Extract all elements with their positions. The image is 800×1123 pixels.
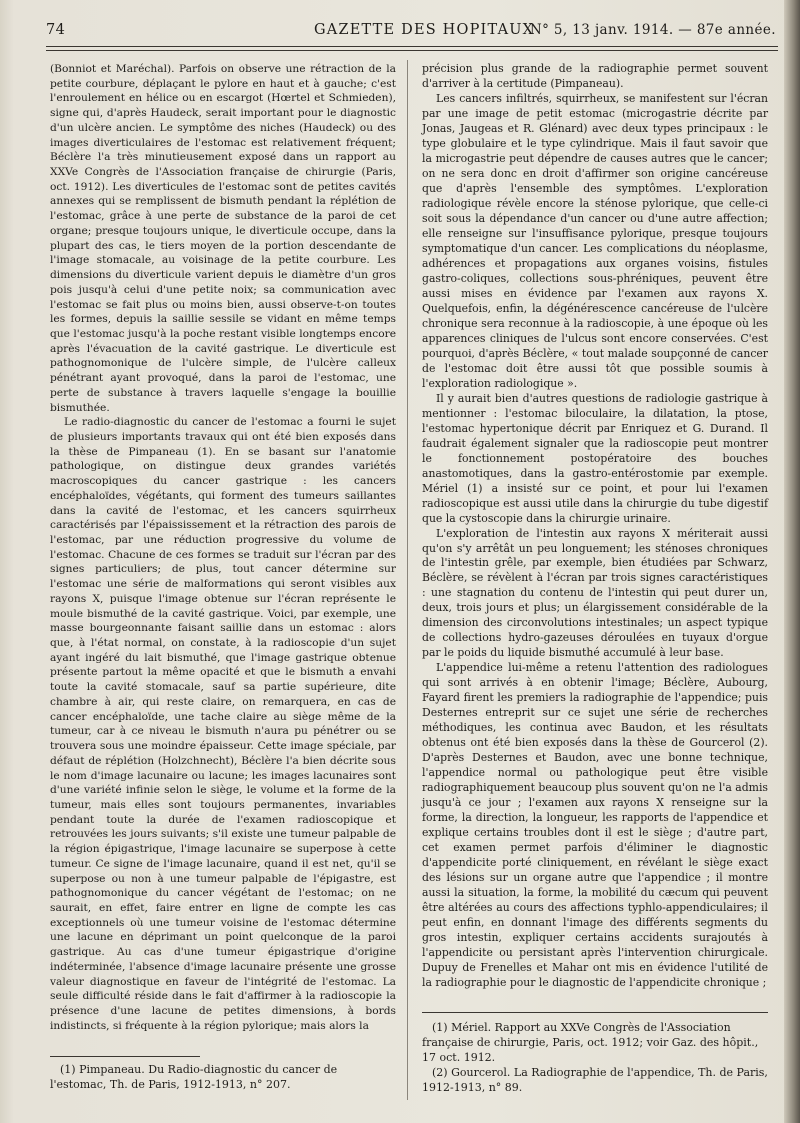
footnote: (1) Mériel. Rapport au XXVe Congrès de l'Association française de chirurgie, Paris, oct. 1912; voir Gaz. des hôpit., 17 oct. 1912. — [422, 1021, 759, 1064]
paragraph: Il y aurait bien d'autres questions de radiologie gastrique à mentionner : l'estomac biloculaire, la dilatation, la ptose, l'estomac hypertonique décrit par Enriquez et G. Durand. Il faudrait également signaler que la radioscopie peut montrer le fonctionnement postopératoire des bouches anastomotiques, dans la gastro-entérostomie par exemple. Mériel (1) a insisté sur ce point, et pour lui l'examen radioscopique est aussi utile dans la chirurgie du tube digestif que la cystoscopie dans la chirurgie urinaire. — [422, 391, 768, 525]
paragraph: L'exploration de l'intestin aux rayons X mériterait aussi qu'on s'y arrêtât un peu longuement; les sténoses chroniques de l'intestin grêle, par exemple, bien étudiées par Schwarz, Béclère, se révèlent à l'écran par trois signes caractéristiques : une stagnation du contenu de l'intestin qui peut durer un, deux, trois jours et plus; un élargissement considérable de la dimension des circonvolutions intestinales; un aspect typique de collections hydro-gazeuses déroulées en tuyaux d'orgue par le poids du liquide bismuthé accumulé à leur base. — [422, 526, 768, 660]
paragraph: L'appendice lui-même a retenu l'attention des radiologues qui sont arrivés à en obtenir l'image; Béclère, Aubourg, Fayard firent les premiers la radiographie de l'appendice; puis Desternes entreprit sur ce sujet une série de recherches méthodiques, les continua avec Baudon, et les résultats obtenus ont été bien exposés dans la thèse de Gourcerol (2). D'après Desternes et Baudon, avec une bonne technique, l'appendice normal ou pathologique peut être visible radiographiquement beaucoup plus souvent qu'on ne l'a admis jusqu'à ce jour ; l'examen aux rayons X renseigne sur la forme, la direction, la longueur, les rapports de l'appendice et explique certains troubles dont il est le siège ; d'autre part, cet examen permet parfois d'éliminer le diagnostic d'appendicite porté cliniquement, en révélant le siège exact des lésions sur un organe autre que l'appendice ; il montre aussi la situation, la forme, la mobilité du cæcum qui peuvent être altérées au cours des affections typhlo-appendiculaires; il peut enfin, en donnant l'image des différents segments du gros intestin, expliquer certains accidents surajoutés à l'appendicite ou persistant après l'intervention chirurgicale. Dupuy de Frenelles et Mahar ont mis en évidence l'utilité de la radiographie pour le diagnostic de l'appendicite chronique ; — [422, 661, 768, 990]
footnote-rule-left — [50, 1056, 200, 1057]
left-column — [50, 62, 396, 1033]
issue-info: N° 5, 13 janv. 1914. — 87e année. — [529, 22, 776, 38]
footnotes-right — [422, 1020, 768, 1095]
footnote: (2) Gourcerol. La Radiographie de l'appendice, Th. de Paris, 1912-1913, n° 89. — [422, 1066, 768, 1094]
page-edge-shadow — [784, 0, 800, 1123]
page-number: 74 — [46, 22, 66, 38]
page-header — [46, 22, 786, 44]
paragraph: Les cancers infiltrés, squirrheux, se manifestent sur l'écran par une image de petit estomac (microgastrie décrite par Jonas, Jaugeas et R. Glénard) avec deux types principaux : le type globulaire et le type cylindrique. Mais il faut savoir que la microgastrie peut dépendre de causes autres que le cancer; on ne sera donc en droit d'affirmer son origine cancéreuse que d'après l'ensemble des symptômes. L'exploration radiologique révèle encore la sténose pylorique, que celle-ci soit sous la dépendance d'un cancer ou d'une autre affection; elle renseigne sur l'insuffisance pylorique, presque toujours symptomatique d'un cancer. Les complications du néoplasme, adhérences et propagations aux organes voisins, fistules gastro-coliques, collections sous-phréniques, peuvent être aussi mises en évidence par l'examen aux rayons X. Quelquefois, enfin, la dégénérescence cancéreuse de l'ulcère chronique sera reconnue à la radioscopie, à une époque où les apparences cliniques de l'ulcus sont encore conservées. C'est pourquoi, d'après Béclère, « tout malade soupçonné de cancer de l'estomac doit être aussi tôt que possible soumis à l'exploration radiologique ». — [422, 91, 768, 390]
column-divider — [407, 60, 408, 1100]
paragraph: Le radio-diagnostic du cancer de l'estomac a fourni le sujet de plusieurs importants travaux qui ont été bien exposés dans la thèse de Pimpaneau (1). En se basant sur l'anatomie pathologique, on distingue deux grandes variétés macroscopiques du cancer gastrique : les cancers encéphaloïdes, végétants, qui forment des tumeurs saillantes dans la cavité de l'estomac, et les cancers squirrheux caractérisés par l'épaississement et la rétraction des parois de l'estomac, par une réduction progressive du volume de l'estomac. Chacune de ces formes se traduit sur l'écran par des signes particuliers; de plus, tout cancer détermine sur l'estomac une série de malformations qui seront visibles aux rayons X, puisque l'image obtenue sur l'écran représente le moule bismuthé de la cavité gastrique. Voici, par exemple, une masse bourgeonnante faisant saillie dans un estomac : alors que, à l'état normal, on constate, à la radioscopie d'un sujet ayant ingéré du lait bismuthé, que l'image gastrique obtenue présente partout la même opacité et que le bismuth a envahi toute la cavité stomacale, sauf sa partie supérieure, dite chambre à air, qui reste claire, on remarquera, en cas de cancer encéphaloïde, une tache claire au siège même de la tumeur, car à ce niveau le bismuth n'aura pu pénétrer ou se trouvera sous une moindre épaisseur. Cette image spéciale, par défaut de réplétion (Holzchnecht), Béclère l'a bien décrite sous le nom d'image lacunaire ou lacune; les images lacunaires sont d'une variété infinie selon le siège, le volume et la forme de la tumeur, mais elles sont toujours permanentes, invariables pendant toute la durée de l'examen radioscopique et retrouvées les jours suivants; s'il existe une tumeur palpable de la région épigastrique, l'image lacunaire se superpose à cette tumeur. Ce signe de l'image lacunaire, quand il est net, qu'il se superpose ou non à une tumeur palpable de l'épigastre, est pathognomonique du cancer végétant de l'estomac; on ne saurait, en effet, faire entrer en ligne de compte les cas exceptionnels où une tumeur voisine de l'estomac détermine une lacune en déprimant un point quelconque de la paroi gastrique. Au cas d'une tumeur épigastrique d'origine indéterminée, l'absence d'image lacunaire présente une grosse valeur diagnostique en faveur de l'intégrité de l'estomac. La seule difficulté réside dans le fait d'affirmer à la radioscopie la présence d'une lacune de petites dimensions, à bords indistincts, si fréquente à la région pylorique; mais alors la — [50, 415, 396, 1032]
footnote: (1) Pimpaneau. Du Radio-diagnostic du cancer de l'estomac, Th. de Paris, 1912-1913, n° 207. — [50, 1063, 338, 1091]
paragraph: (Bonniot et Maréchal). Parfois on observe une rétraction de la petite courbure, déplaçant le pylore en haut et à gauche; c'est l'enroulement en hélice ou en escargot (Hœrtel et Schmieden), signe qui, d'après Haudeck, serait important pour le diagnostic d'un ulcère ancien. Le symptôme des niches (Haudeck) ou des images diverticulaires de l'estomac est relativement fréquent; Béclère l'a très minutieusement exposé dans un rapport au XXVe Congrès de l'Association française de chirurgie (Paris, oct. 1912). Les diverticules de l'estomac sont de petites cavités annexes qui se remplissent de bismuth pendant la réplétion de l'estomac, grâce à une perte de substance de la paroi de cet organe; presque toujours unique, le diverticule occupe, dans la plupart des cas, le tiers moyen de la portion descendante de l'image stomacale, au voisinage de la petite courbure. Les dimensions du diverticule varient depuis le diamètre d'un gros pois jusqu'à celui d'une petite noix; sa communication avec l'estomac se fait plus ou moins bien, aussi observe-t-on toutes les formes, depuis la saillie sessile se vidant en même temps que l'estomac jusqu'à la poche restant visible longtemps encore après l'évacuation de la cavité gastrique. Le diverticule est pathognomonique de l'ulcère simple, de l'ulcère calleux pénétrant ayant provoqué, dans la paroi de l'estomac, une perte de substance à travers laquelle s'engage la bouillie bismuthée. — [50, 62, 396, 414]
footnotes-left — [50, 1062, 396, 1092]
right-column — [422, 62, 768, 991]
header-rule — [46, 46, 778, 51]
paragraph: précision plus grande de la radiographie permet souvent d'arriver à la certitude (Pimpaneau). — [422, 62, 768, 90]
journal-title: GAZETTE DES HOPITAUX — [314, 22, 535, 38]
footnote-rule-right — [422, 1012, 768, 1013]
